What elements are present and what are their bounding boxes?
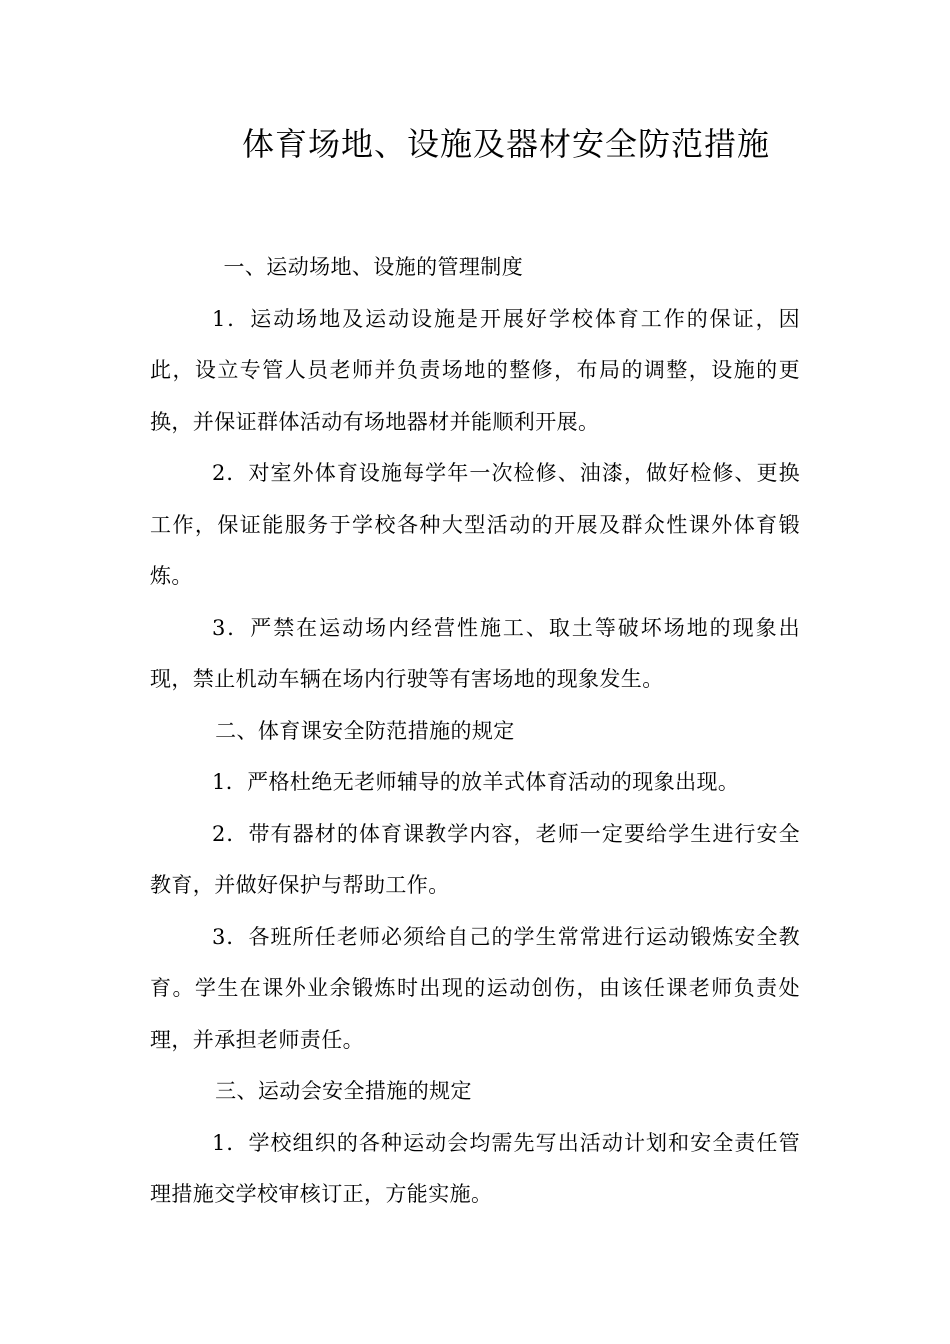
paragraph-1-1: 1．运动场地及运动设施是开展好学校体育工作的保证，因此，设立专管人员老师并负责场地的整修，布局的调整，设施的更换，并保证群体活动有场地器材并能顺利开展。 bbox=[150, 306, 800, 434]
page-title: 体育场地、设施及器材安全防范措施 bbox=[241, 125, 770, 163]
paragraph-2-3: 3．各班所任老师必须给自己的学生常常进行运动锻炼安全教育。学生在课外业余锻炼时出现的运动创伤，由该任课老师负责处理，并承担老师责任。 bbox=[150, 924, 800, 1052]
paragraph-1-2: 2．对室外体育设施每学年一次检修、油漆，做好检修、更换工作，保证能服务于学校各种大型活动的开展及群众性课外体育锻炼。 bbox=[150, 461, 800, 588]
section-heading-2: 二、体育课安全防范措施的规定 bbox=[215, 718, 515, 743]
paragraph-2-1: 1．严格杜绝无老师辅导的放羊式体育活动的现象出现。 bbox=[211, 770, 740, 794]
document-body bbox=[150, 242, 800, 1221]
section-heading-3: 三、运动会安全措施的规定 bbox=[215, 1079, 472, 1103]
paragraph-1-3: 3．严禁在运动场内经营性施工、取土等破坏场地的现象出现，禁止机动车辆在场内行驶等有害场地的现象发生。 bbox=[150, 615, 800, 691]
paragraph-3-1: 1．学校组织的各种运动会均需先写出活动计划和安全责任管理措施交学校审核订正，方能实施。 bbox=[150, 1130, 800, 1206]
paragraph-2-2: 2．带有器材的体育课教学内容，老师一定要给学生进行安全教育，并做好保护与帮助工作。 bbox=[150, 821, 800, 897]
section-heading-1: 一、运动场地、设施的管理制度 bbox=[223, 255, 524, 279]
